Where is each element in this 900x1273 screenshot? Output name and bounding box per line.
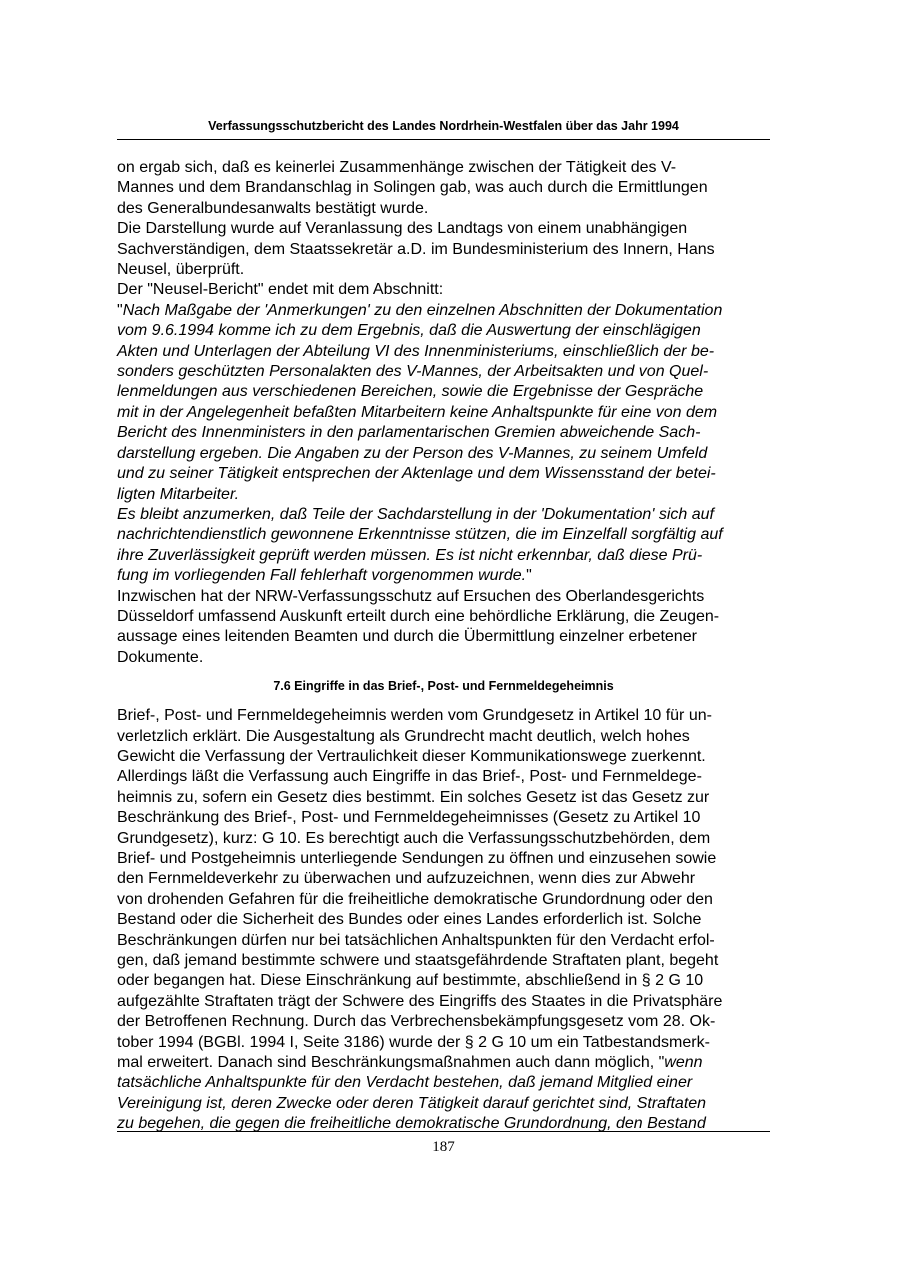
- text-run: gen, daß jemand bestimmte schwere und staatsgefährdende Straftaten plant, begeht: [117, 952, 719, 970]
- text-run: Dokumente.: [117, 648, 204, 666]
- text-run: ": [117, 301, 123, 319]
- text-run: Mannes und dem Brandanschlag in Solingen gab, was auch durch die Ermittlungen: [117, 179, 708, 197]
- text-run: Neusel, überprüft.: [117, 261, 245, 279]
- text-line: [117, 890, 782, 910]
- text-run: Die Darstellung wurde auf Veranlassung des Landtags von einem unabhängigen: [117, 220, 688, 238]
- text-run: on ergab sich, daß es keinerlei Zusammenhänge zwischen der Tätigkeit des V-: [117, 159, 677, 176]
- text-line: [117, 321, 782, 341]
- text-run: ligten Mitarbeiter.: [117, 485, 240, 503]
- section-heading: 7.6 Eingriffe in das Brief-, Post- und Fernmeldegeheimnis: [273, 679, 614, 694]
- text-line: [117, 382, 782, 402]
- text-run: den Fernmeldeverkehr zu überwachen und aufzuzeichnen, wenn dies zur Abwehr: [117, 870, 696, 888]
- text-run: lenmeldungen aus verschiedenen Bereichen, sowie die Ergebnisse der Gespräche: [117, 383, 704, 401]
- text-run: darstellung ergeben. Die Angaben zu der Person des V-Mannes, zu seinem Umfeld: [117, 444, 708, 462]
- text-line: [117, 869, 782, 889]
- text-line: [117, 808, 782, 828]
- text-run: ihre Zuverlässigkeit geprüft werden müssen. Es ist nicht erkennbar, daß diese Prü-: [117, 546, 703, 564]
- paragraph-block-g10: [117, 706, 782, 1135]
- text-line: [117, 219, 782, 239]
- text-run: Allerdings läßt die Verfassung auch Eingriffe in das Brief-, Post- und Fernmeldege-: [117, 768, 702, 786]
- text-run: Düsseldorf umfassend Auskunft erteilt durch eine behördliche Erklärung, die Zeugen-: [117, 607, 720, 625]
- text-run: Inzwischen hat der NRW-Verfassungsschutz auf Ersuchen des Oberlandesgerichts: [117, 587, 705, 605]
- text-line: [117, 607, 782, 627]
- text-line: [117, 849, 782, 869]
- text-line: [117, 706, 782, 726]
- text-run-upright: ": [526, 567, 532, 585]
- text-line: [117, 1053, 782, 1073]
- text-line: [117, 788, 782, 808]
- text-run: Bericht des Innenministers in den parlamentarischen Gremien abweichende Sach-: [117, 424, 701, 442]
- text-run: Beschränkung des Brief-, Post- und Fernmeldegeheimnisses (Gesetz zu Artikel 10: [117, 809, 701, 827]
- text-run: Der "Neusel-Bericht" endet mit dem Abschnitt:: [117, 281, 444, 299]
- text-line: [117, 505, 782, 525]
- text-line: [117, 587, 782, 607]
- text-line: [117, 423, 782, 443]
- text-run: Gewicht die Verfassung der Vertraulichkeit dieser Kommunikationswege zuerkennt.: [117, 747, 706, 765]
- text-line: [117, 971, 782, 991]
- text-run: Es bleibt anzumerken, daß Teile der Sachdarstellung in der 'Dokumentation' sich auf: [117, 505, 714, 523]
- paragraph-block-neusel-report: [117, 158, 782, 668]
- text-run: aussage eines leitenden Beamten und durch die Übermittlung einzelner erbetener: [117, 628, 697, 646]
- text-run: oder begangen hat. Diese Einschränkung auf bestimmte, abschließend in § 2 G 10: [117, 972, 704, 990]
- text-run: aufgezählte Straftaten trägt der Schwere des Eingriffs des Staates in die Privatsphäre: [117, 992, 723, 1010]
- text-run: verletzlich erklärt. Die Ausgestaltung als Grundrecht macht deutlich, welch hohes: [117, 727, 690, 745]
- text-line: [117, 178, 782, 198]
- text-line: [117, 566, 782, 586]
- text-line: [117, 546, 782, 566]
- text-run: vom 9.6.1994 komme ich zu dem Ergebnis, daß die Auswertung der einschlägigen: [117, 322, 701, 340]
- text-run-italic: wenn: [664, 1054, 703, 1072]
- text-run: und zu seiner Tätigkeit entsprechen der Aktenlage und dem Wissensstand der betei-: [117, 465, 716, 483]
- text-line: [117, 992, 782, 1012]
- text-line: [117, 525, 782, 545]
- text-run: mit in der Angelegenheit befaßten Mitarbeitern keine Anhaltspunkte für eine von dem: [117, 403, 718, 421]
- text-run: Grundgesetz), kurz: G 10. Es berechtigt auch die Verfassungsschutzbehörden, dem: [117, 829, 711, 847]
- header-rule: [117, 139, 770, 140]
- text-line: [117, 910, 782, 930]
- body-text: [117, 158, 782, 1135]
- text-run: Brief-, Post- und Fernmeldegeheimnis werden vom Grundgesetz in Artikel 10 für un-: [117, 707, 712, 725]
- text-run: Vereinigung ist, deren Zwecke oder deren Tätigkeit darauf gerichtet sind, Straftaten: [117, 1094, 707, 1112]
- text-run: nachrichtendienstlich gewonnene Erkenntnisse stützen, die im Einzelfall sorgfältig auf: [117, 526, 723, 544]
- text-run: Akten und Unterlagen der Abteilung VI des Innenministeriums, einschließlich der be-: [117, 342, 715, 360]
- text-line: [117, 199, 782, 219]
- text-line: [117, 485, 782, 505]
- text-run: Sachverständigen, dem Staatssekretär a.D. im Bundesministerium des Innern, Hans: [117, 240, 715, 258]
- text-line: [117, 951, 782, 971]
- text-line: [117, 648, 782, 668]
- text-run: Beschränkungen dürfen nur bei tatsächlichen Anhaltspunkten für den Verdacht erfol-: [117, 931, 715, 949]
- text-line: [117, 403, 782, 423]
- text-line: [117, 931, 782, 951]
- text-line: [117, 727, 782, 747]
- text-run: zu begehen, die gegen die freiheitliche demokratische Grundordnung, den Bestand: [117, 1115, 706, 1133]
- text-line: [117, 1012, 782, 1032]
- text-run: tatsächliche Anhaltspunkte für den Verdacht bestehen, daß jemand Mitglied einer: [117, 1074, 693, 1092]
- text-line: [117, 362, 782, 382]
- text-run: des Generalbundesanwalts bestätigt wurde.: [117, 199, 429, 217]
- text-run-italic: Nach Maßgabe der 'Anmerkungen' zu den einzelnen Abschnitten der Dokumentation: [122, 301, 723, 319]
- text-line: [117, 158, 782, 178]
- text-run: tober 1994 (BGBl. 1994 I, Seite 3186) wurde der § 2 G 10 um ein Tatbestandsmerk-: [117, 1033, 710, 1051]
- text-line: [117, 747, 782, 767]
- text-line: [117, 829, 782, 849]
- text-line: [117, 464, 782, 484]
- text-run: von drohenden Gefahren für die freiheitliche demokratische Grundordnung oder den: [117, 890, 713, 908]
- text-line: [117, 342, 782, 362]
- text-run: der Betroffenen Rechnung. Durch das Verbrechensbekämpfungsgesetz vom 28. Ok-: [117, 1013, 716, 1031]
- text-run: Brief- und Postgeheimnis unterliegende Sendungen zu öffnen und einzusehen sowie: [117, 850, 717, 867]
- text-line: [117, 260, 782, 280]
- footer-rule: [117, 1131, 770, 1132]
- text-run: Bestand oder die Sicherheit des Bundes oder eines Landes erforderlich ist. Solche: [117, 911, 702, 929]
- text-line: [117, 1094, 782, 1114]
- text-run: heimnis zu, sofern ein Gesetz dies bestimmt. Ein solches Gesetz ist das Gesetz zur: [117, 788, 710, 806]
- text-run: mal erweitert. Danach sind Beschränkungsmaßnahmen auch dann möglich, ": [117, 1054, 665, 1072]
- text-line: [117, 1033, 782, 1053]
- text-line: [117, 444, 782, 464]
- page-number: 187: [432, 1139, 455, 1155]
- running-header: Verfassungsschutzbericht des Landes Nordrhein-Westfalen über das Jahr 1994: [208, 119, 679, 133]
- text-line: [117, 240, 782, 260]
- text-run: sonders geschützten Personalakten des V-Mannes, der Arbeitsakten und von Quel-: [117, 363, 709, 381]
- text-line: [117, 767, 782, 787]
- text-line: [117, 1073, 782, 1093]
- text-line: [117, 301, 782, 321]
- text-line: [117, 627, 782, 647]
- text-line: [117, 280, 782, 300]
- text-run: fung im vorliegenden Fall fehlerhaft vorgenommen wurde.: [117, 567, 527, 585]
